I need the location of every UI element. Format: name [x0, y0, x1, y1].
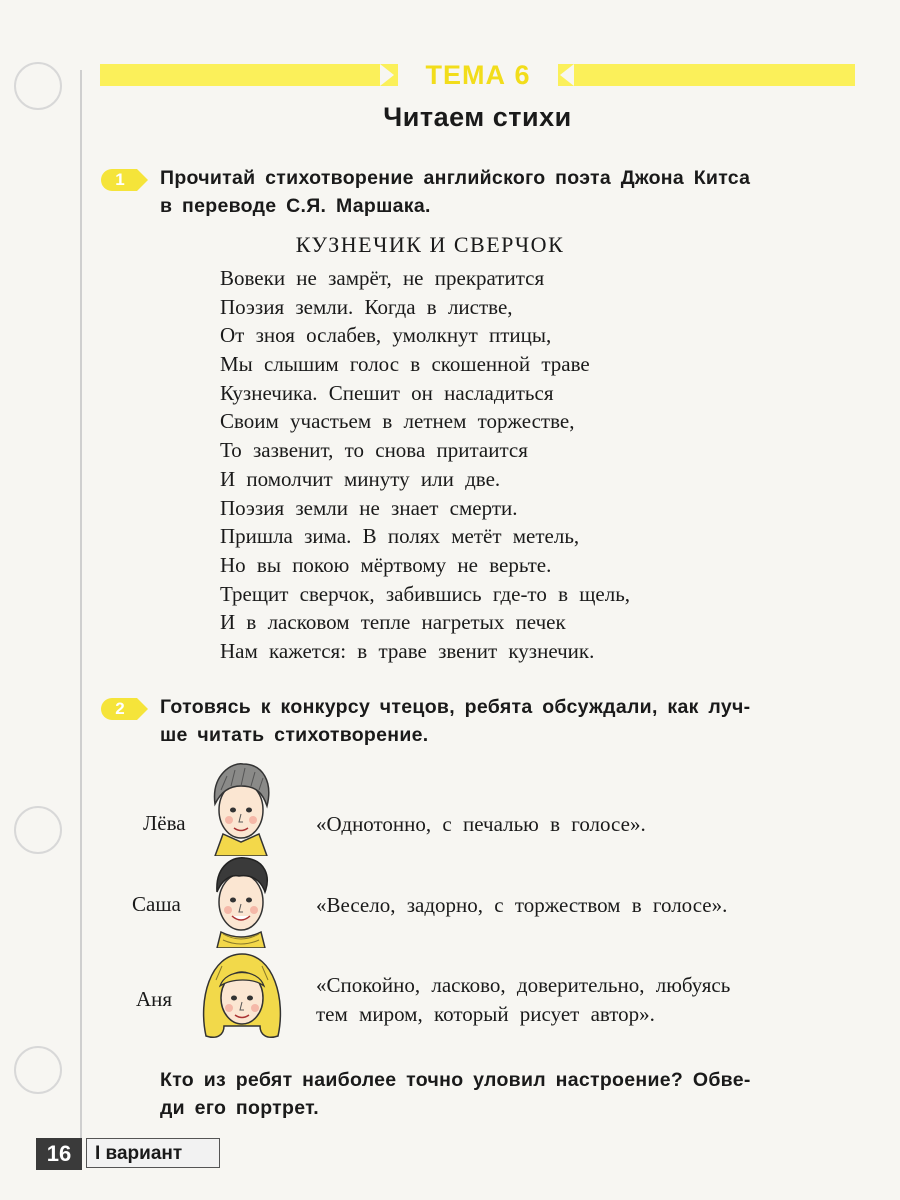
student-quote-sasha	[316, 891, 727, 920]
poem-line: Трещит сверчок, забившись где-то в щель,	[220, 581, 631, 606]
quote-line: «Весело, задорно, с торжеством в голосе».	[316, 893, 728, 917]
poem-line: Вовеки не замрёт, не прекратится	[220, 266, 545, 290]
variant-label: I вариант	[86, 1138, 220, 1168]
margin-circle	[14, 1046, 62, 1094]
student-quote-anya	[316, 971, 730, 1029]
quote-line: «Спокойно, ласково, доверительно, любуясь	[316, 973, 731, 997]
task-2-line: ше читать стихотворение.	[160, 724, 429, 746]
poem-line: Пришла зима. В полях метёт метель,	[220, 524, 580, 549]
task-2-text	[160, 693, 856, 749]
poem-title: КУЗНЕЧИК И СВЕРЧОК	[295, 232, 565, 257]
page-title: Читаем стихи	[383, 102, 572, 132]
student-name-anya: Аня	[136, 987, 173, 1011]
poem-line: Мы слышим голос в скошенной траве	[220, 352, 590, 377]
task-badge-1	[101, 169, 149, 191]
task-badge-2	[101, 698, 149, 720]
margin-circle	[14, 806, 62, 854]
margin-rule	[80, 70, 82, 1170]
poem-line: И в ласковом тепле нагретых печек	[220, 610, 566, 635]
question-text	[160, 1066, 856, 1122]
poem-line: От зноя ослабев, умолкнут птицы,	[220, 323, 552, 348]
theme-label: ТЕМА 6	[398, 58, 558, 92]
poem-line: Поэзия земли не знает смерти.	[220, 495, 518, 520]
student-name-sasha: Саша	[132, 892, 181, 916]
poem-line: То зазвенит, то снова притаится	[220, 438, 528, 463]
student-name-lyova: Лёва	[143, 811, 186, 835]
student-quote-lyova	[316, 810, 646, 839]
poem-line: Нам кажется: в траве звенит кузнечик.	[220, 638, 595, 663]
task-number: 1	[115, 170, 125, 189]
poem-line: Кузнечика. Спешит он насладиться	[220, 380, 554, 405]
question-line: Кто из ребят наиболее точно уловил настроение? Обве-	[160, 1069, 751, 1091]
task-2-line: Готовясь к конкурсу чтецов, ребята обсуждали, как луч-	[160, 696, 751, 718]
poem-line: Поэзия земли. Когда в листве,	[220, 294, 513, 319]
poem-line: И помолчит минуту или две.	[220, 466, 501, 491]
poem-line: Но вы покою мёртвому не верьте.	[220, 552, 552, 577]
poem-line: Своим участьем в летнем торжестве,	[220, 409, 575, 434]
question-line: ди его портрет.	[160, 1097, 319, 1119]
task-1-line: Прочитай стихотворение английского поэта Джона Китса	[160, 167, 751, 189]
task-1-line: в переводе С.Я. Маршака.	[160, 195, 431, 217]
page-number: 16	[36, 1138, 82, 1170]
task-number: 2	[115, 699, 125, 718]
quote-line: «Однотонно, с печалью в голосе».	[316, 812, 646, 836]
lyova-portrait[interactable]	[205, 760, 277, 856]
margin-circle	[14, 62, 62, 110]
task-1-text	[160, 164, 856, 220]
quote-line: тем миром, который рисует автор».	[316, 1002, 655, 1026]
poem-text	[220, 264, 780, 666]
anya-portrait[interactable]	[196, 950, 288, 1042]
sasha-portrait[interactable]	[205, 852, 277, 948]
theme-arrow-left	[380, 64, 394, 86]
theme-arrow-right	[560, 64, 574, 86]
